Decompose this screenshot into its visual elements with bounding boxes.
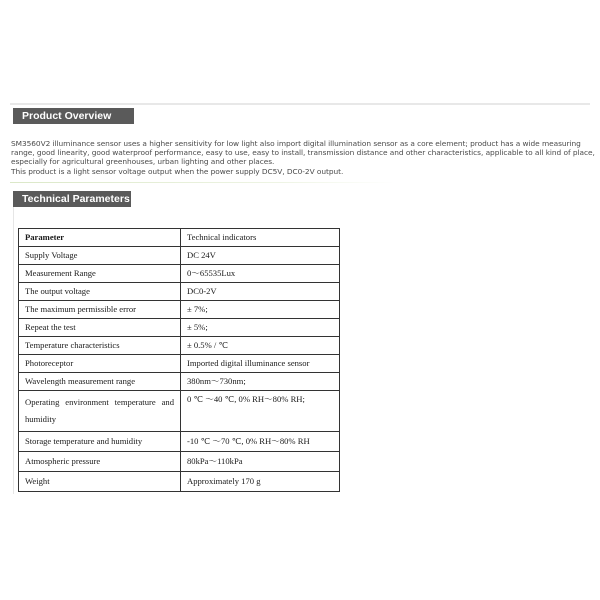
param-name: Atmospheric pressure xyxy=(19,452,181,472)
param-name: Measurement Range xyxy=(19,265,181,283)
table-row xyxy=(19,373,340,391)
param-value: 0 ℃ ～40 ℃, 0% RH～80% RH; xyxy=(181,391,340,432)
table-row xyxy=(19,355,340,373)
table-row xyxy=(19,301,340,319)
param-value: ± 5%; xyxy=(181,319,340,337)
param-value: Approximately 170 g xyxy=(181,472,340,492)
table-row xyxy=(19,472,340,492)
param-value: 80kPa～110kPa xyxy=(181,452,340,472)
param-value: -10 ℃ ～70 ℃, 0% RH～80% RH xyxy=(181,432,340,452)
top-divider xyxy=(10,103,590,105)
header-parameter: Parameter xyxy=(19,229,181,247)
param-value: Imported digital illuminance sensor xyxy=(181,355,340,373)
param-value: 380nm～730nm; xyxy=(181,373,340,391)
param-name: Photoreceptor xyxy=(19,355,181,373)
technical-parameters-header: Technical Parameters xyxy=(13,191,131,207)
section-side-rule xyxy=(13,207,14,494)
param-name: Wavelength measurement range xyxy=(19,373,181,391)
param-value: ± 0.5% / ℃ xyxy=(181,337,340,355)
param-name: Storage temperature and humidity xyxy=(19,432,181,452)
table-row xyxy=(19,247,340,265)
overview-paragraph-2: This product is a light sensor voltage output when the power supply DC5V, DC0-2V output. xyxy=(11,166,344,176)
param-name: Weight xyxy=(19,472,181,492)
table-row xyxy=(19,319,340,337)
overview-paragraph-1: SM3560V2 illuminance sensor uses a higher sensitivity for low light also import digital illumination sensor as a core element; product has a wide measuring range, good linearity, good waterproof performance, easy to use, easy to install, transmission distance and other characteristics, applicable to all kind of place, especially for agricultural greenhouses, urban lighting and other places. xyxy=(11,139,595,167)
product-overview-text xyxy=(11,139,595,176)
overview-divider xyxy=(10,182,395,183)
param-name: The maximum permissible error xyxy=(19,301,181,319)
param-name: Supply Voltage xyxy=(19,247,181,265)
param-name: Operating environment temperature and humidity xyxy=(19,391,181,432)
param-name: The output voltage xyxy=(19,283,181,301)
param-value: DC 24V xyxy=(181,247,340,265)
param-name: Repeat the test xyxy=(19,319,181,337)
table-header-row xyxy=(19,229,340,247)
header-technical-indicators: Technical indicators xyxy=(181,229,340,247)
param-name: Temperature characteristics xyxy=(19,337,181,355)
table-row xyxy=(19,391,340,432)
param-value: 0～65535Lux xyxy=(181,265,340,283)
product-overview-header: Product Overview xyxy=(13,108,134,124)
table-row xyxy=(19,337,340,355)
param-value: ± 7%; xyxy=(181,301,340,319)
param-value: DC0-2V xyxy=(181,283,340,301)
table-row xyxy=(19,265,340,283)
table-row xyxy=(19,452,340,472)
table-row xyxy=(19,432,340,452)
technical-parameters-table xyxy=(18,228,340,492)
table-row xyxy=(19,283,340,301)
